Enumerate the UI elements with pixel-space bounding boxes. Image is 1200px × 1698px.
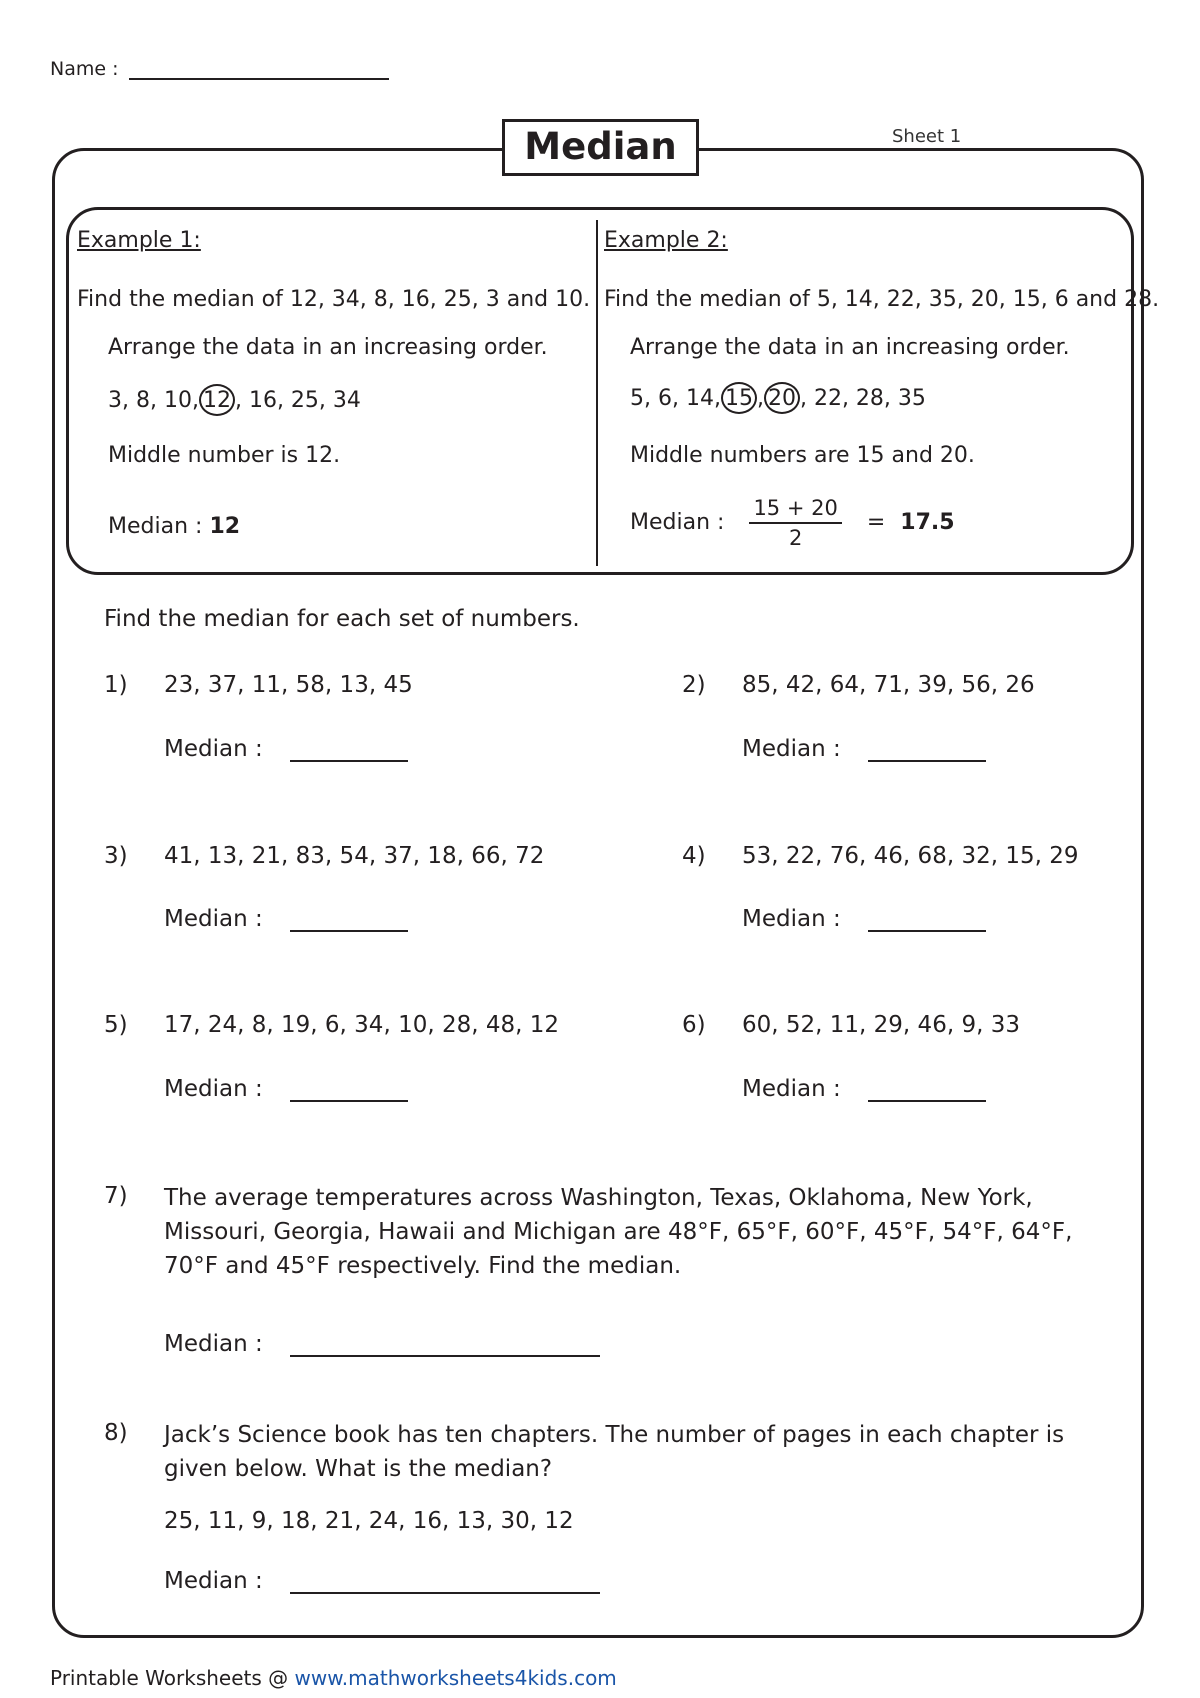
name-field[interactable] <box>129 56 389 80</box>
example-1-median-label: Median : <box>108 514 203 539</box>
example-2-step: Arrange the data in an increasing order. <box>630 335 1070 360</box>
example-2-heading: Example 2: <box>604 228 728 253</box>
instruction-text: Find the median for each set of numbers. <box>104 606 580 632</box>
question-8-number: 8) <box>104 1420 128 1446</box>
question-2-data: 85, 42, 64, 71, 39, 56, 26 <box>742 672 1035 698</box>
question-4-answer <box>742 906 986 932</box>
question-7-text: The average temperatures across Washington, Texas, Oklahoma, New York, Missouri, Georgia, Hawaii and Michigan are 48°F, 65°F, 60°F, 45°F, 54°F, 64°F, 70°F and 45°F respectively. Find the median. <box>164 1185 1073 1279</box>
fraction-denominator: 2 <box>788 526 803 550</box>
example-2-median <box>630 496 955 550</box>
fraction-numerator: 15 + 20 <box>749 496 841 524</box>
answer-label: Median : <box>742 736 841 762</box>
median-fraction <box>749 496 841 550</box>
name-row <box>50 56 389 80</box>
answer-field[interactable] <box>290 738 408 762</box>
answer-field[interactable] <box>290 908 408 932</box>
question-1-number: 1) <box>104 672 128 698</box>
question-4-number: 4) <box>682 843 706 869</box>
example-1-heading: Example 1: <box>77 228 201 253</box>
example-2-problem: Find the median of 5, 14, 22, 35, 20, 15, 6 and 28. <box>604 287 1160 312</box>
name-label: Name : <box>50 58 119 80</box>
example-2-median-value: 17.5 <box>900 510 955 535</box>
question-3-data: 41, 13, 21, 83, 54, 37, 18, 66, 72 <box>164 843 545 869</box>
sheet-label: Sheet 1 <box>892 126 962 147</box>
question-1-data: 23, 37, 11, 58, 13, 45 <box>164 672 413 698</box>
answer-label: Median : <box>164 1568 263 1594</box>
question-6-answer <box>742 1076 986 1102</box>
question-2-number: 2) <box>682 672 706 698</box>
answer-label: Median : <box>742 906 841 932</box>
question-3-answer <box>164 906 408 932</box>
example-2-seq-after: , 22, 28, 35 <box>799 386 926 411</box>
example-2-median-label: Median : <box>630 510 725 535</box>
example-2-middle: Middle numbers are 15 and 20. <box>630 443 975 468</box>
question-5-data: 17, 24, 8, 19, 6, 34, 10, 28, 48, 12 <box>164 1012 559 1038</box>
question-1-answer <box>164 736 408 762</box>
question-2-answer <box>742 736 986 762</box>
answer-label: Median : <box>742 1076 841 1102</box>
example-2-circled-15: 15 <box>721 382 757 414</box>
answer-label: Median : <box>164 736 263 762</box>
question-7-number: 7) <box>104 1183 128 1209</box>
answer-field[interactable] <box>290 1570 600 1594</box>
footer-label: Printable Worksheets @ <box>50 1666 289 1690</box>
question-3-number: 3) <box>104 843 128 869</box>
answer-field[interactable] <box>290 1078 408 1102</box>
page-title: Median <box>502 119 699 176</box>
answer-field[interactable] <box>868 908 986 932</box>
example-1-seq-after: , 16, 25, 34 <box>234 388 361 413</box>
answer-field[interactable] <box>868 738 986 762</box>
example-1-median-value: 12 <box>209 514 241 539</box>
equals-sign: = <box>866 510 886 535</box>
example-2-circled-20: 20 <box>764 382 800 414</box>
answer-label: Median : <box>164 906 263 932</box>
examples-divider <box>596 220 598 566</box>
example-1-step: Arrange the data in an increasing order. <box>108 335 548 360</box>
example-1-problem: Find the median of 12, 34, 8, 16, 25, 3 and 10. <box>77 287 591 312</box>
example-2-seq-before: 5, 6, 14, <box>630 386 721 411</box>
answer-label: Median : <box>164 1331 263 1357</box>
question-7-answer <box>164 1331 600 1357</box>
answer-label: Median : <box>164 1076 263 1102</box>
answer-field[interactable] <box>868 1078 986 1102</box>
question-5-number: 5) <box>104 1012 128 1038</box>
question-8-data: 25, 11, 9, 18, 21, 24, 16, 13, 30, 12 <box>164 1508 574 1534</box>
question-6-number: 6) <box>682 1012 706 1038</box>
example-2-sequence <box>630 386 926 411</box>
question-5-answer <box>164 1076 408 1102</box>
example-2-seq-sep: , <box>756 386 764 411</box>
footer-link[interactable]: www.mathworksheets4kids.com <box>294 1666 617 1690</box>
example-1-circled-12: 12 <box>199 384 235 416</box>
example-1-sequence <box>108 388 361 413</box>
question-4-data: 53, 22, 76, 46, 68, 32, 15, 29 <box>742 843 1079 869</box>
answer-field[interactable] <box>290 1333 600 1357</box>
example-1-seq-before: 3, 8, 10, <box>108 388 199 413</box>
example-1-middle: Middle number is 12. <box>108 443 341 468</box>
example-1-median <box>108 514 240 539</box>
question-6-data: 60, 52, 11, 29, 46, 9, 33 <box>742 1012 1020 1038</box>
question-8-text: Jack’s Science book has ten chapters. The number of pages in each chapter is given below. What is the median? <box>164 1422 1065 1482</box>
footer <box>50 1666 617 1690</box>
question-8-answer <box>164 1568 600 1594</box>
